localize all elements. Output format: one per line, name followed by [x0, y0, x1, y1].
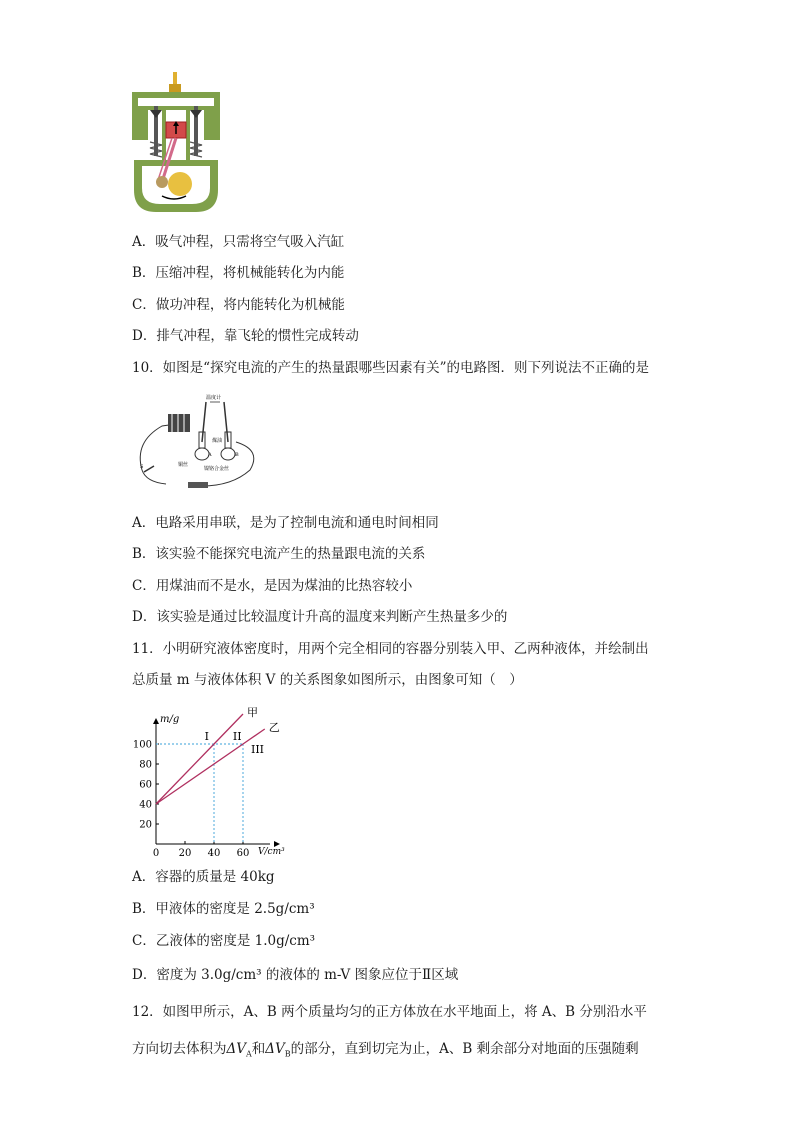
battery-box	[168, 414, 190, 432]
region-label: I	[204, 730, 209, 743]
y-tick-label: 80	[139, 759, 152, 771]
label-kerosene: 煤油	[212, 438, 223, 444]
q11-stem-line2: 总质量 m 与液体体积 V 的关系图象如图所示，由图象可知（ ）	[132, 672, 523, 688]
q12-stem-line2	[132, 1040, 639, 1064]
y-tick-label: 100	[132, 739, 152, 751]
x-tick-label: 20	[178, 848, 192, 859]
q12-stem-line1: 12．如图甲所示，A、B 两个质量均匀的正方体放在水平地面上，将 A、B 分别沿水平	[132, 1004, 647, 1020]
label-thermometer: 温度计	[206, 395, 222, 401]
q11-option-c: C．乙液体的密度是 1.0g/cm³	[132, 933, 316, 949]
q12-text-part1: 方向切去体积为	[132, 1041, 227, 1057]
q10-stem: 10．如图是“探究电流的产生的热量跟哪些因素有关”的电路图．则下列说法不正确的是	[132, 360, 649, 376]
region-label: II	[232, 730, 242, 743]
flywheel	[168, 172, 192, 196]
label-b: B	[235, 452, 239, 458]
series-line-1	[156, 714, 243, 804]
q9-option-b: B．压缩冲程，将机械能转化为内能	[132, 265, 345, 281]
flask-b	[221, 448, 235, 460]
label-a: A	[208, 452, 212, 458]
q12-text-part2: 的部分，直到切完为止，A、B 剩余部分对地面的压强随剩	[290, 1041, 639, 1057]
label-copper-wire: 铜丝	[178, 462, 189, 468]
flask-a	[195, 448, 209, 460]
series-label-2: 乙	[268, 721, 280, 734]
y-tick-label: 60	[139, 779, 152, 791]
delta-va: ΔV	[226, 1041, 246, 1057]
q10-option-a: A．电路采用串联，是为了控制电流和通电时间相同	[132, 515, 439, 531]
q12-and: 和	[251, 1041, 266, 1057]
q9-option-d: D．排气冲程，靠飞轮的惯性完成转动	[132, 328, 359, 344]
q9-option-c: C．做功冲程，将内能转化为机械能	[132, 297, 345, 313]
delta-vb: ΔV	[265, 1041, 285, 1057]
q10-option-d: D．该实验是通过比较温度计升高的温度来判断产生热量多少的	[132, 609, 508, 625]
engine-cylinder-figure	[128, 70, 224, 216]
q9-option-a: A．吸气冲程，只需将空气吸入汽缸	[132, 234, 345, 250]
series-label-1: 甲	[247, 706, 258, 719]
label-nichrome-wire: 镍铬合金丝	[204, 466, 230, 472]
region-label: III	[250, 743, 265, 756]
q11-option-d: D．密度为 3.0g/cm³ 的液体的 m-V 图象应位于Ⅱ区域	[132, 967, 459, 983]
mv-chart	[128, 700, 298, 860]
y-tick-label: 20	[139, 819, 152, 831]
q11-stem-line1: 11．小明研究液体密度时，用两个完全相同的容器分别装入甲、乙两种液体，并绘制出	[132, 641, 649, 657]
q11-option-b: B．甲液体的密度是 2.5g/cm³	[132, 901, 315, 917]
q10-option-c: C．用煤油而不是水，是因为煤油的比热容较小	[132, 578, 413, 594]
y-axis-label: m/g	[160, 714, 180, 725]
delta-vb-subscript: B	[284, 1049, 291, 1059]
label-s: S	[140, 464, 144, 470]
circuit-figure	[132, 392, 262, 492]
switch	[144, 466, 154, 472]
y-tick-label: 40	[139, 799, 152, 811]
x-tick-label: 0	[152, 848, 160, 859]
q11-option-a: A．容器的质量是 40kg	[132, 869, 275, 885]
x-tick-label: 60	[236, 848, 250, 859]
q10-option-b: B．该实验不能探究电流产生的热量跟电流的关系	[132, 546, 426, 562]
rheostat	[188, 482, 208, 488]
x-tick-label: 40	[207, 848, 221, 859]
series-line-2	[156, 729, 265, 804]
x-axis-label: V/cm³	[258, 847, 285, 857]
delta-va-subscript: A	[246, 1049, 252, 1059]
y-axis-arrow	[153, 718, 159, 724]
